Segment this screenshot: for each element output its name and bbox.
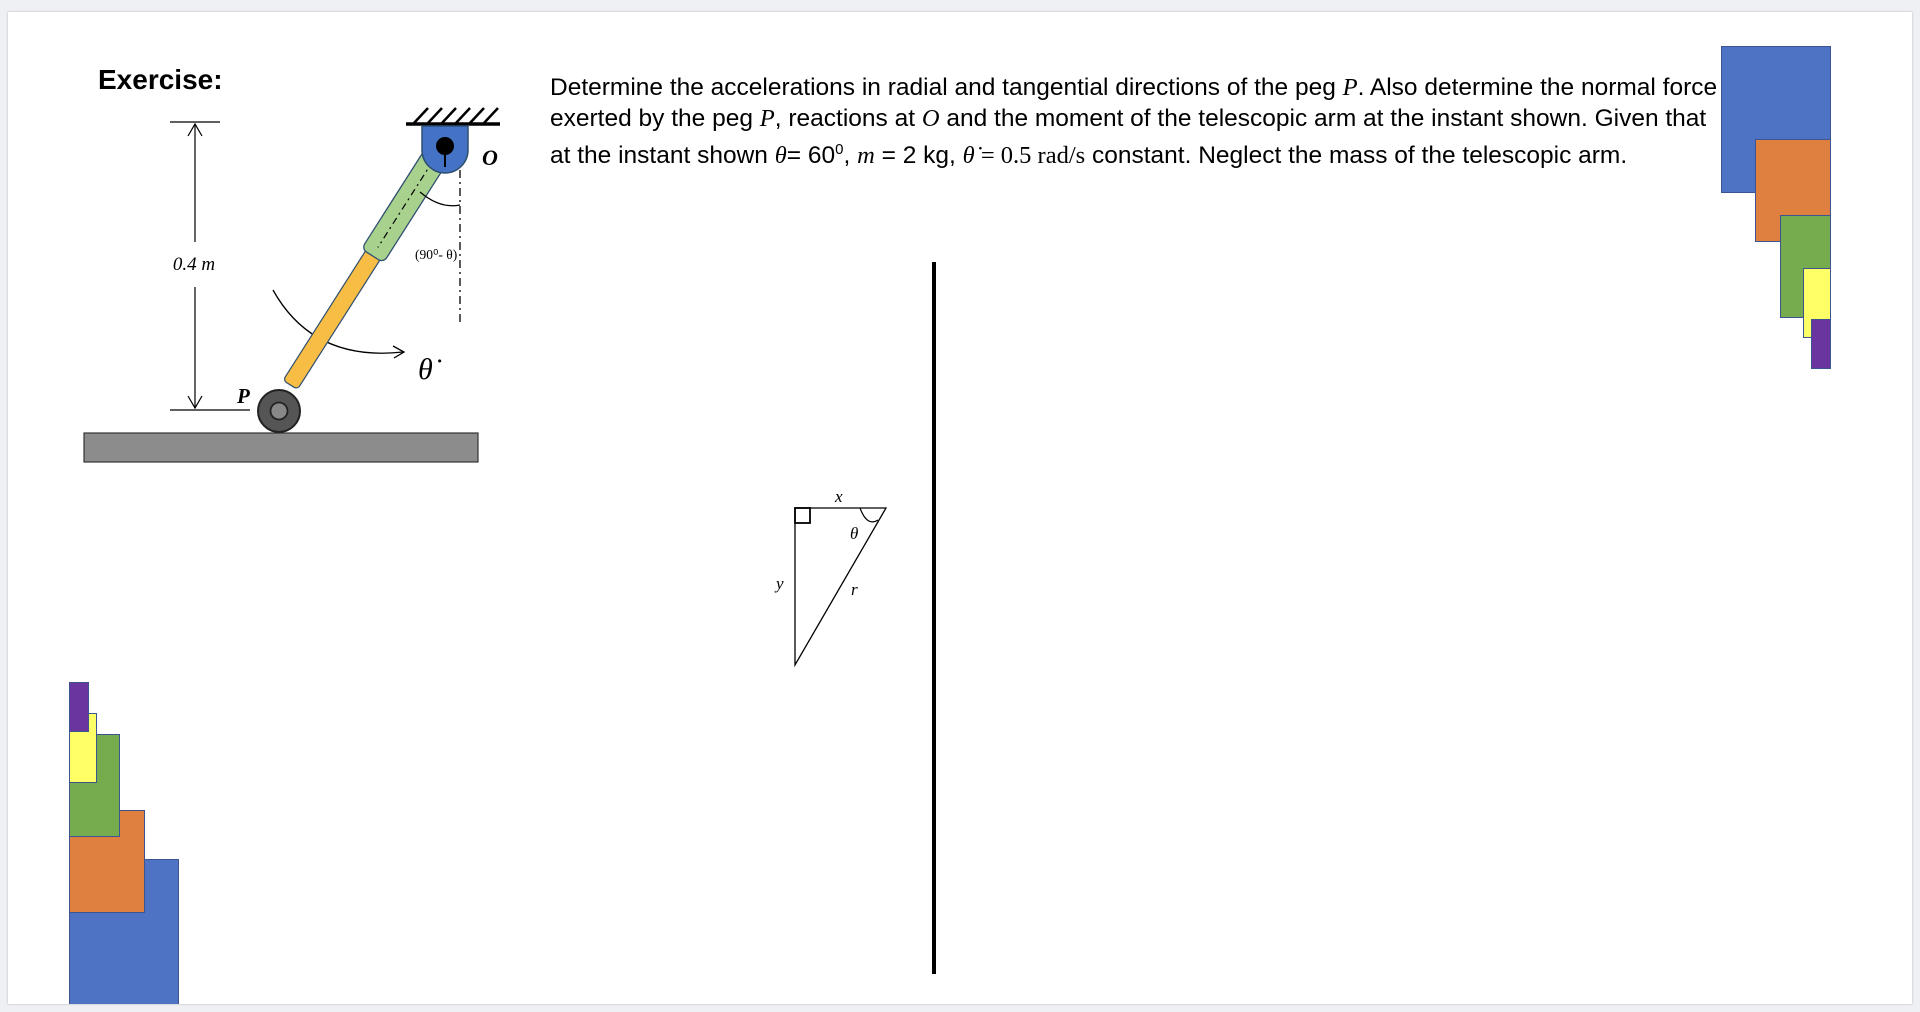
slide [8,12,1912,1004]
x-label: x [835,487,843,506]
theta-dot-value: = 0.5 rad/s [974,142,1086,170]
r-label: r [851,580,858,599]
theta-arc [860,508,878,522]
text-part2: . Also determine the normal force exerted by the peg [550,74,1718,132]
theta-value: = 60 [786,142,836,170]
floor-bar [84,433,478,462]
right-triangle [795,508,886,665]
ceiling-hatch [414,108,498,123]
pivot-label: O [482,145,498,170]
y-label: y [776,574,784,593]
mass-value: = 2 kg, [874,142,963,170]
separator: , [843,142,858,170]
peg-symbol-2: P [759,105,775,132]
triangle-diagram [748,472,908,672]
theta-exponent: 0 [835,141,844,158]
decor-block-purple [69,682,89,732]
slide-title: Exercise: [98,64,223,95]
problem-statement [550,72,1720,171]
mechanism-diagram [8,12,528,482]
height-label: 0.4 m [172,254,216,275]
origin-symbol: O [921,105,940,132]
text-part1: Determine the accelerations in radial and tangential directions of the peg [550,74,1343,101]
theta-symbol: θ [774,142,787,170]
rate-label: θ̇ [418,353,433,386]
peg-symbol-1: P [1342,74,1358,101]
right-angle-marker [795,508,810,523]
peg-label: P [237,384,250,408]
text-part4: and the moment of the telescopic arm at the instant shown. Given that at the instant shown [550,105,1707,170]
decor-block-purple [1811,319,1831,369]
angle-label: (90⁰- θ) [415,247,458,262]
theta-label: θ [850,524,859,543]
text-part5: constant. Neglect the mass of the telescopic arm. [1085,142,1628,170]
mass-symbol: m [857,142,875,170]
theta-dot-symbol: θ̇ [962,142,975,170]
vertical-divider [932,262,936,974]
text-part3: , reactions at [774,105,922,132]
peg-pin [271,403,288,420]
